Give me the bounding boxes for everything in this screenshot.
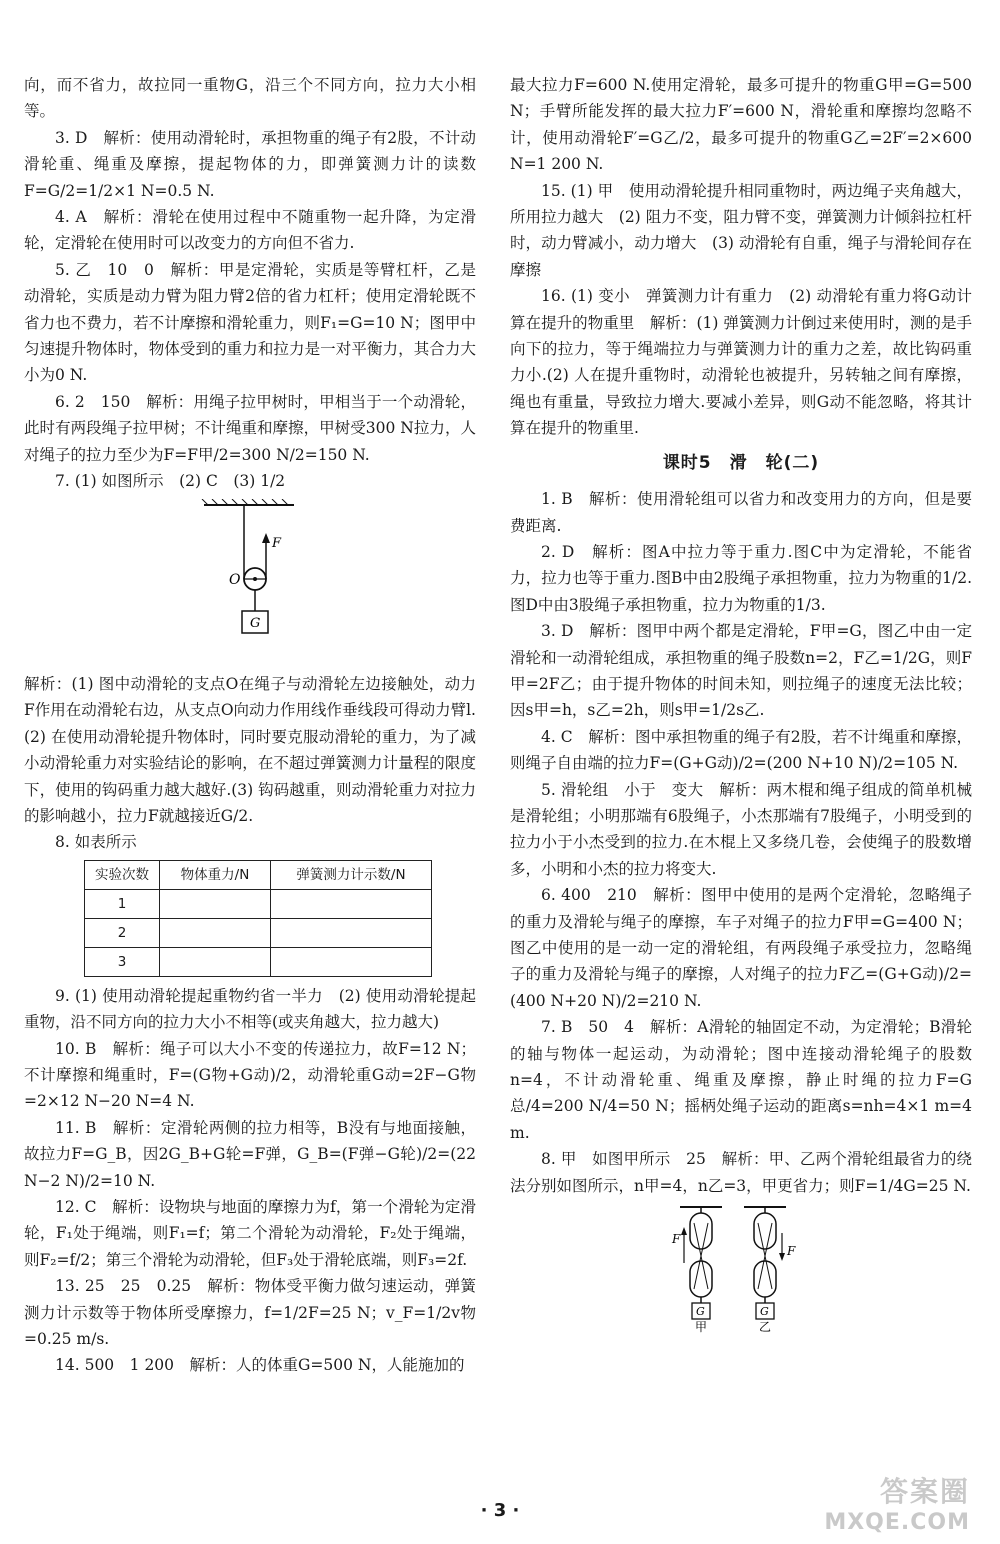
answer-3b: 3. D 解析：图甲中两个都是定滑轮，F甲=G，图乙中由一定滑轮和一动滑轮组成，承担物重的绳子股数n=2，F乙=1/2G，则F甲=2F乙；由于提升物体的时间未知，则拉绳子的速度无法比较；因s甲=h，s乙=2h，则s甲=1/2s乙. (510, 622, 972, 720)
figure-movable-pulley (24, 499, 476, 667)
para: 最大拉力F=600 N.使用定滑轮，最多可提升的物重G甲=G=500 N；手臂所能发挥的最大拉力F′=600 N，滑轮重和摩擦均忽略不计，使用动滑轮F′=G乙/2，最多可提升的物重G乙=2F′=2×600 N=1 200 N. (510, 76, 972, 174)
table-cell: 2 (85, 918, 160, 947)
caption-jia: 甲 (695, 1320, 708, 1334)
table-row (85, 918, 432, 947)
answer-14: 14. 500 1 200 解析：人的体重G=500 N，人能施加的 (55, 1356, 465, 1375)
answer-5: 5. 乙 10 0 解析：甲是定滑轮，实质是等臂杠杆，乙是动滑轮，实质是动力臂为阻力臂2倍的省力杠杆；使用定滑轮既不省力也不费力，若不计摩擦和滑轮重力，则F₁=G=10 N；图甲中匀速提升物体时，物体受到的重力和拉力是一对平衡力，其合力大小为0 N. (24, 260, 476, 385)
answer-9: 9. (1) 使用动滑轮提起重物约省一半力 (2) 使用动滑轮提起重物，沿不同方向的拉力大小不相等(或夹角越大，拉力越大) (24, 986, 476, 1032)
answer-4b: 4. C 解析：图中承担物重的绳子有2股，若不计绳重和摩擦，则绳子自由端的拉力F=(G+G动)/2=(200 N+10 N)/2=105 N. (510, 727, 972, 773)
answer-16: 16. (1) 变小 弹簧测力计有重力 (2) 动滑轮有重力将G动计算在提升的物重里 解析：(1) 弹簧测力计倒过来使用时，测的是手向下的拉力，等于绳端拉力与弹簧测力计的重力之差，故比钩码重力小.(2) 人在提升重物时，动滑轮也被提升，另转轴之间有摩擦，绳也有重量，导致拉力增大.要减小差异，则G动不能忽略，将其计算在提升的物重里. (510, 287, 972, 438)
right-column (510, 72, 972, 1345)
label-g: G (250, 615, 261, 631)
answer-5b: 5. 滑轮组 小于 变大 解析：两木棍和绳子组成的简单机械是滑轮组；小明那端有6股绳子，小杰那端有7股绳子，小明受到的拉力小于小杰受到的拉力.在木棍上又多绕几卷，会使绳子的股数增多，小明和小杰的拉力将变大. (510, 780, 972, 878)
answer-13: 13. 25 25 0.25 解析：物体受平衡力做匀速运动，弹簧测力计示数等于物体所受摩擦力，f=1/2F=25 N；v_F=1/2v物=0.25 m/s. (24, 1277, 476, 1349)
table-header: 物体重力/N (160, 860, 271, 889)
data-table (84, 860, 432, 977)
answer-11: 11. B 解析：定滑轮两侧的拉力相等，B没有与地面接触，故拉力F=G_B，因2G_B+G轮=F弹，G_B=(F弹−G轮)/2=(22 N−2 N)/2=10 N. (24, 1118, 476, 1190)
caption-yi: 乙 (759, 1320, 772, 1334)
answer-3: 3. D 解析：使用动滑轮时，承担物重的绳子有2股，不计动滑轮重、绳重及摩擦，提起物体的力，即弹簧测力计的读数F=G/2=1/2×1 N=0.5 N. (24, 128, 476, 200)
table-cell: 1 (85, 889, 160, 918)
label-f-yi: F (787, 1244, 796, 1259)
label-g-jia: G (696, 1305, 705, 1319)
answer-12: 12. C 解析：设物块与地面的摩擦力为f，第一个滑轮为定滑轮，F₁处于绳端，则F₁=f；第二个滑轮为动滑轮，F₂处于绳端，则F₂=f/2；第三个滑轮为动滑轮，但F₃处于滑轮底端，则F₃=2f. (24, 1198, 476, 1269)
label-f: F (272, 535, 282, 551)
figure-pulley-systems (510, 1203, 972, 1341)
section-title: 课时5 滑 轮(二) (662, 452, 820, 473)
answer-10: 10. B 解析：绳子可以大小不变的传递拉力，故F=12 N；不计摩擦和绳重时，F=(G物+G动)/2，动滑轮重G动=2F−G物=2×12 N−20 N=4 N. (24, 1039, 476, 1111)
answer-1: 1. B 解析：使用滑轮组可以省力和改变用力的方向，但是要费距离. (510, 490, 972, 535)
table-header: 弹簧测力计示数/N (271, 860, 432, 889)
para: 向，而不省力，故拉同一重物G，沿三个不同方向，拉力大小相等。 (24, 76, 476, 121)
answer-4: 4. A 解析：滑轮在使用过程中不随重物一起升降，为定滑轮，定滑轮在使用时可以改变力的方向但不省力. (24, 208, 476, 253)
table-row (85, 947, 432, 976)
answer-7: 7. (1) 如图所示 (2) C (3) 1/2 (55, 472, 286, 491)
answer-7b: 7. B 50 4 解析：A滑轮的轴固定不动，为定滑轮；B滑轮的轴与物体一起运动，为动滑轮；图中连接动滑轮绳子的股数n=4，不计动滑轮重、绳重及摩擦，静止时绳的拉力F=G总/4=200 N/4=50 N；摇柄处绳子运动的距离s=nh=4×1 m=4 m. (510, 1018, 972, 1142)
table-header: 实验次数 (85, 860, 160, 889)
answer-8: 8. 如表所示 (55, 833, 137, 852)
page-number: · 3 · (480, 1500, 520, 1521)
table-row (85, 889, 432, 918)
watermark-line2: MXQE.COM (824, 1510, 970, 1535)
label-g-yi: G (760, 1305, 769, 1319)
answer-6: 6. 2 150 解析：用绳子拉甲树时，甲相当于一个动滑轮，此时有两段绳子拉甲树；不计绳重和摩擦，甲树受300 N拉力，人对绳子的拉力至少为F=F甲/2=300 N/2=150 N. (24, 392, 476, 464)
answer-15: 15. (1) 甲 使用动滑轮提升相同重物时，两边绳子夹角越大，所用拉力越大 (2) 阻力不变，阻力臂不变，弹簧测力计倾斜拉杠杆时，动力臂减小，动力增大 (3) 动滑轮有自重，绳子与滑轮间存在摩擦 (510, 181, 972, 279)
table-cell: 3 (85, 947, 160, 976)
answer-8b: 8. 甲 如图甲所示 25 解析：甲、乙两个滑轮组最省力的绕法分别如图所示，n甲=4，n乙=3，甲更省力；则F=1/4G=25 N. (510, 1150, 972, 1195)
left-column (24, 72, 476, 1379)
analysis-7: 解析：(1) 图中动滑轮的支点O在绳子与动滑轮左边接触处，动力F作用在动滑轮右边，从支点O向动力作用线作垂线段可得动力臂l.(2) 在使用动滑轮提升物体时，同时要克服动滑轮的重力，为了减小动滑轮重力对实验结论的影响，在不超过弹簧测力计量程的限度下，使用的钩码重力越大越好.(3) 钩码越重，则动滑轮重力对拉力的影响越小，拉力F就越接近G/2. (24, 674, 476, 825)
label-o: O (229, 571, 241, 588)
answer-6b: 6. 400 210 解析：图甲中使用的是两个定滑轮，忽略绳子的重力及滑轮与绳子的摩擦，车子对绳子的拉力F甲=G=400 N；图乙中使用的是一动一定的滑轮组，有两段绳子承受拉力，忽略绳子的重力及滑轮与绳子的摩擦，人对绳子的拉力F乙=(G+G动)/2=(400 N+20 N)/2=210 N. (510, 886, 972, 1010)
answer-2: 2. D 解析：图A中拉力等于重力.图C中为定滑轮，不能省力，拉力也等于重力.图B中由2股绳子承担物重，拉力为物重的1/2.图D中由3股绳子承担物重，拉力为物重的1/3. (510, 542, 972, 614)
watermark (824, 1470, 970, 1535)
label-f-jia: F (672, 1232, 681, 1247)
watermark-line1: 答案圈 (879, 1475, 970, 1508)
